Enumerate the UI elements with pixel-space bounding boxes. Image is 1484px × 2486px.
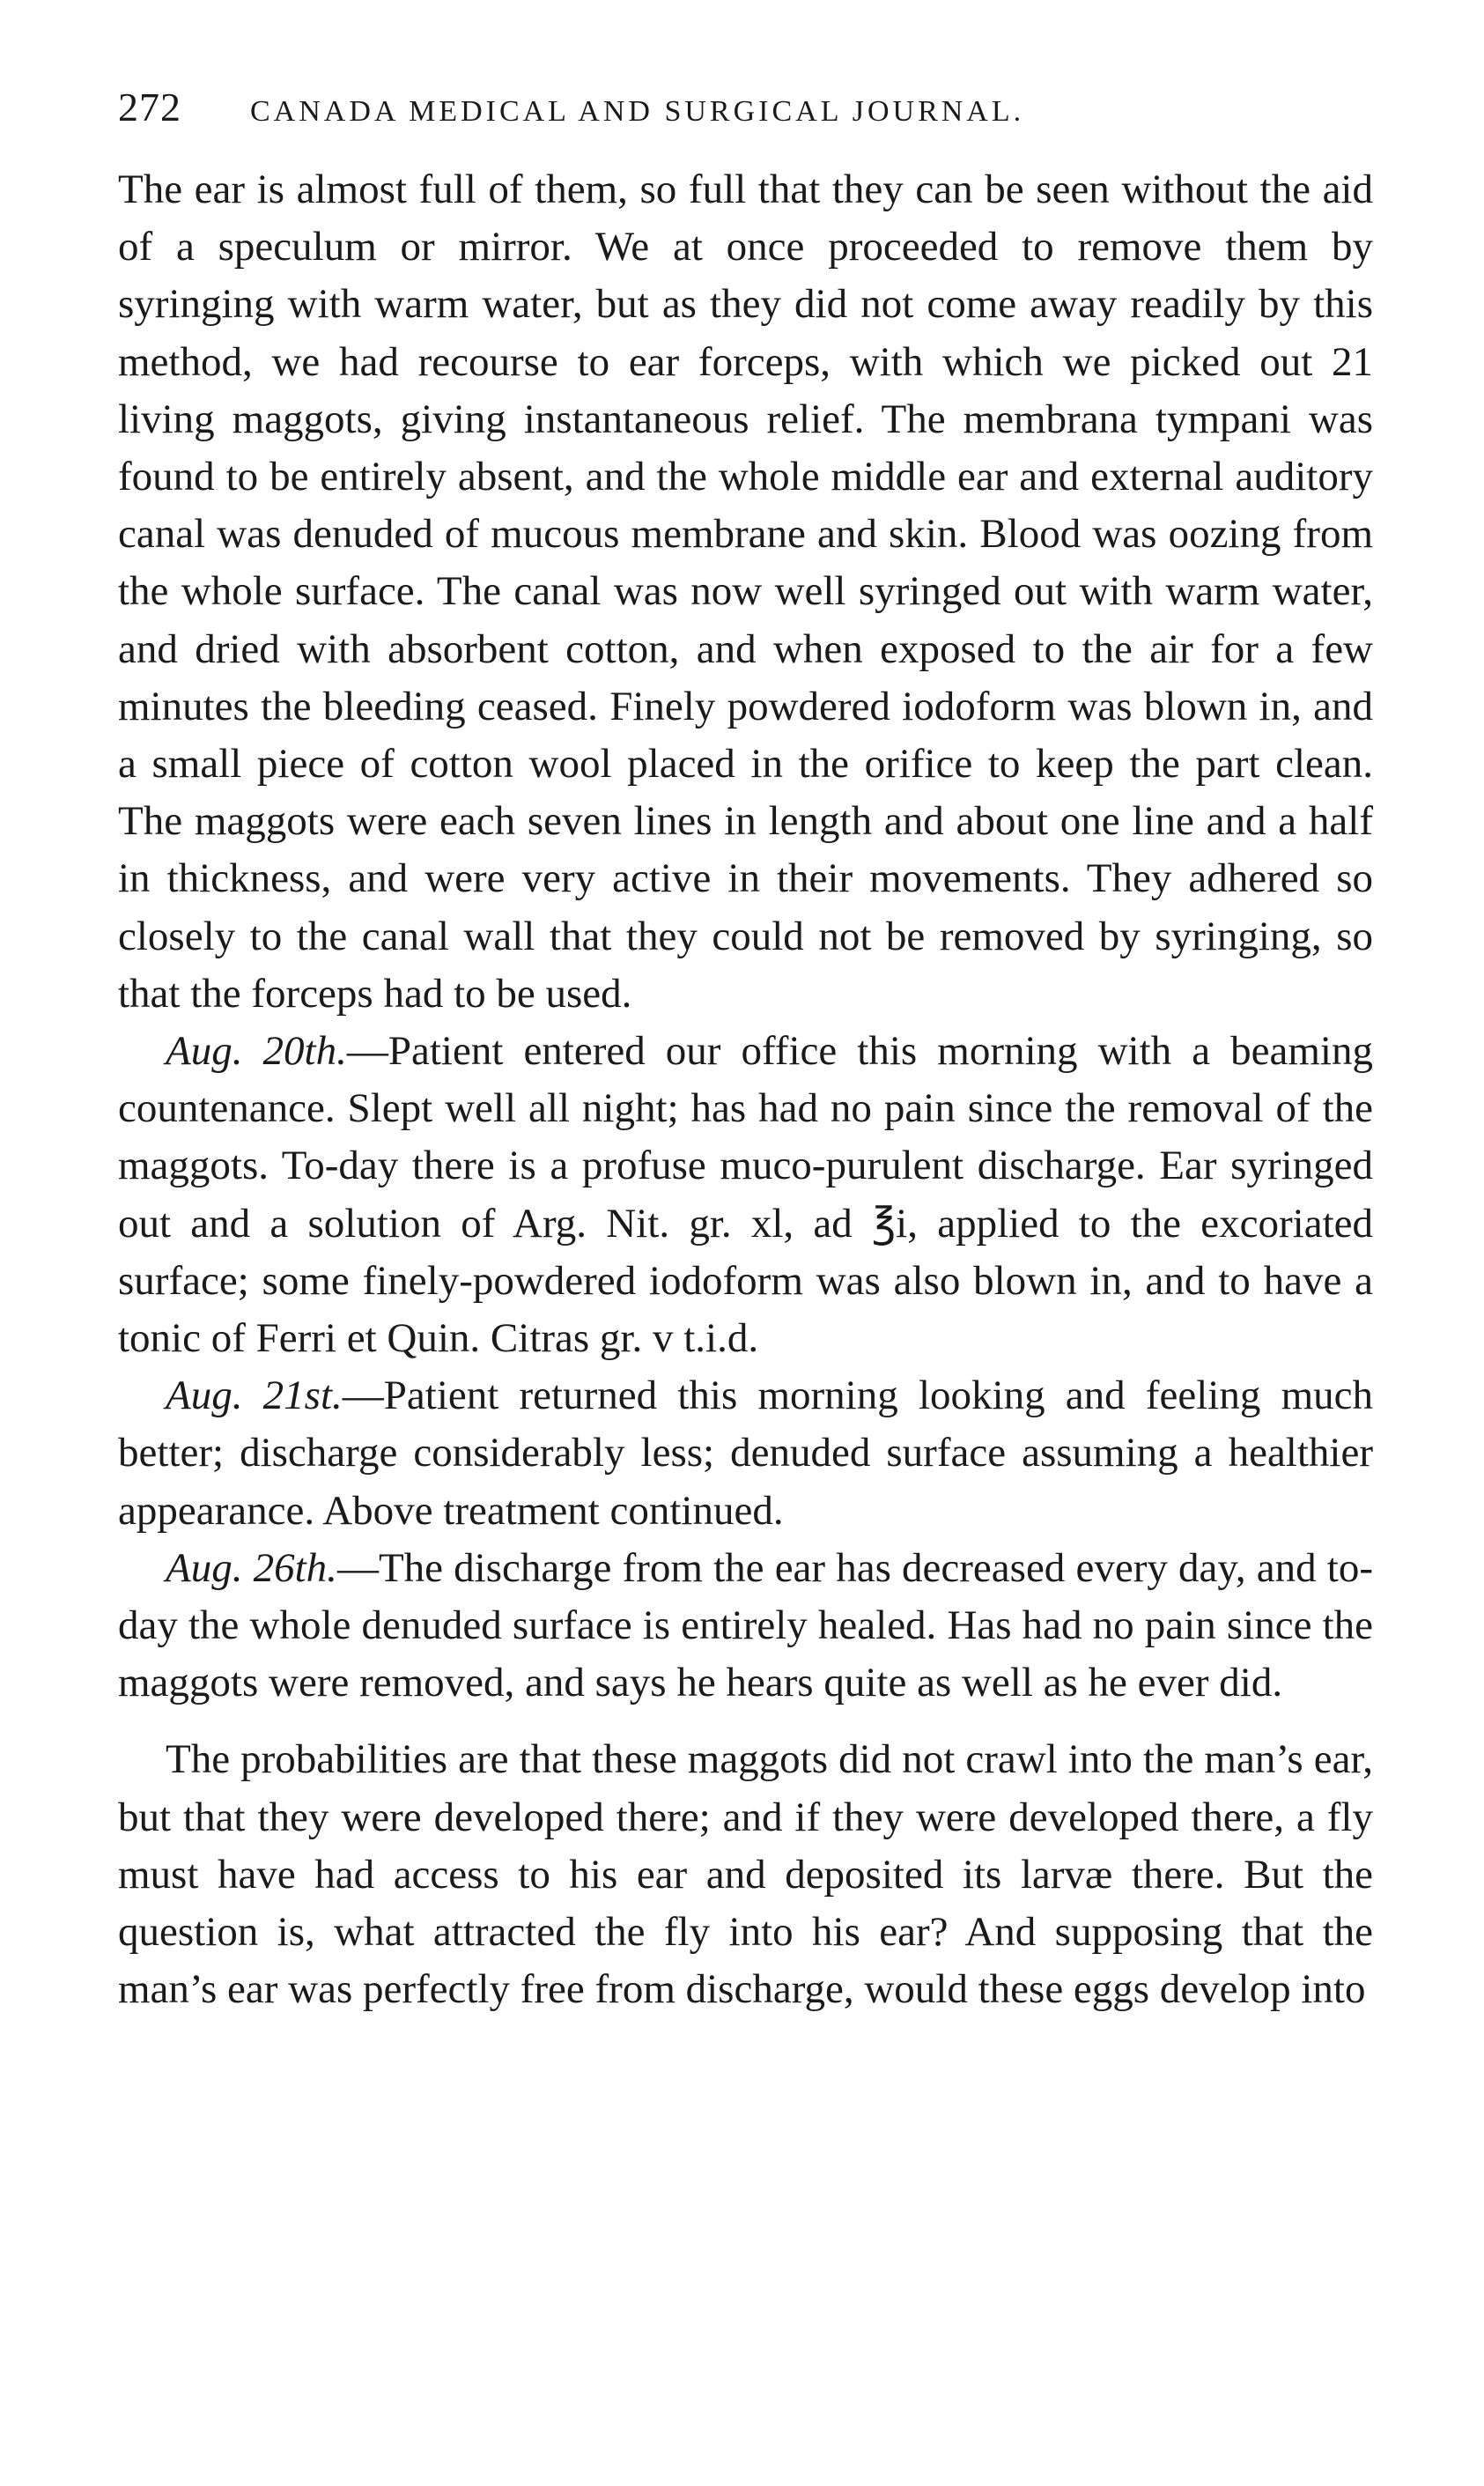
running-head: [118, 84, 1373, 137]
paragraph-text: The probabilities are that these maggots did not crawl into the man’s ear, but that they were developed there; and if they were developed there, a fly must have had access to his ear and deposited its larvæ there. But the question is, what attracted the fly into his ear? And supposing that the man’s ear was perfectly free from discharge, would these eggs develop into: [118, 1736, 1373, 2013]
paragraph-case-description: [118, 161, 1373, 1023]
paragraph-aug-20: [118, 1023, 1373, 1367]
journal-page: [118, 84, 1373, 2019]
entry-date: Aug. 26th.: [166, 1544, 337, 1591]
paragraph-text: —The discharge from the ear has decreased every day, and to-day the whole denuded surface is entirely healed. Has had no pain since the maggots were removed, and says he hears quite as well as he ever did.: [118, 1544, 1373, 1706]
paragraph-discussion: [118, 1731, 1373, 2018]
page-number: 272: [118, 85, 181, 129]
paragraph-aug-21: [118, 1367, 1373, 1540]
entry-date: Aug. 21st.: [166, 1372, 343, 1419]
journal-title: CANADA MEDICAL AND SURGICAL JOURNAL.: [250, 95, 1025, 128]
entry-date: Aug. 20th.: [166, 1028, 347, 1075]
paragraph-text: The ear is almost full of them, so full that they can be seen without the aid of a speculum or mirror. We at once proceeded to remove them by syringing with warm water, but as they did not come away readily by this method, we had recourse to ear forceps, with which we picked out 21 living maggots, giving instantaneous relief. The membrana tympani was found to be entirely absent, and the whole middle ear and external auditory canal was denuded of mucous membrane and skin. Blood was oozing from the whole surface. The canal was now well syringed out with warm water, and dried with absorbent cotton, and when exposed to the air for a few minutes the bleeding ceased. Finely powdered iodoform was blown in, and a small piece of cotton wool placed in the orifice to keep the part clean. The maggots were each seven lines in length and about one line and a half in thickness, and were very active in their movements. They adhered so closely to the canal wall that they could not be removed by syringing, so that the forceps had to be used.: [118, 166, 1373, 1017]
paragraph-text: —Patient returned this morning looking and feeling much better; discharge considerably less; denuded surface assuming a healthier appearance. Above treatment continued.: [118, 1372, 1373, 1534]
paragraph-text: —Patient entered our office this morning with a beaming countenance. Slept well all night; has had no pain since the removal of the maggots. To-day there is a profuse muco-purulent discharge. Ear syringed out and a solution of Arg. Nit. gr. xl, ad ℥i, applied to the excoriated surface; some finely-powdered iodoform was also blown in, and to have a tonic of Ferri et Quin. Citras gr. v t.i.d.: [118, 1028, 1373, 1362]
paragraph-aug-26: [118, 1540, 1373, 1713]
